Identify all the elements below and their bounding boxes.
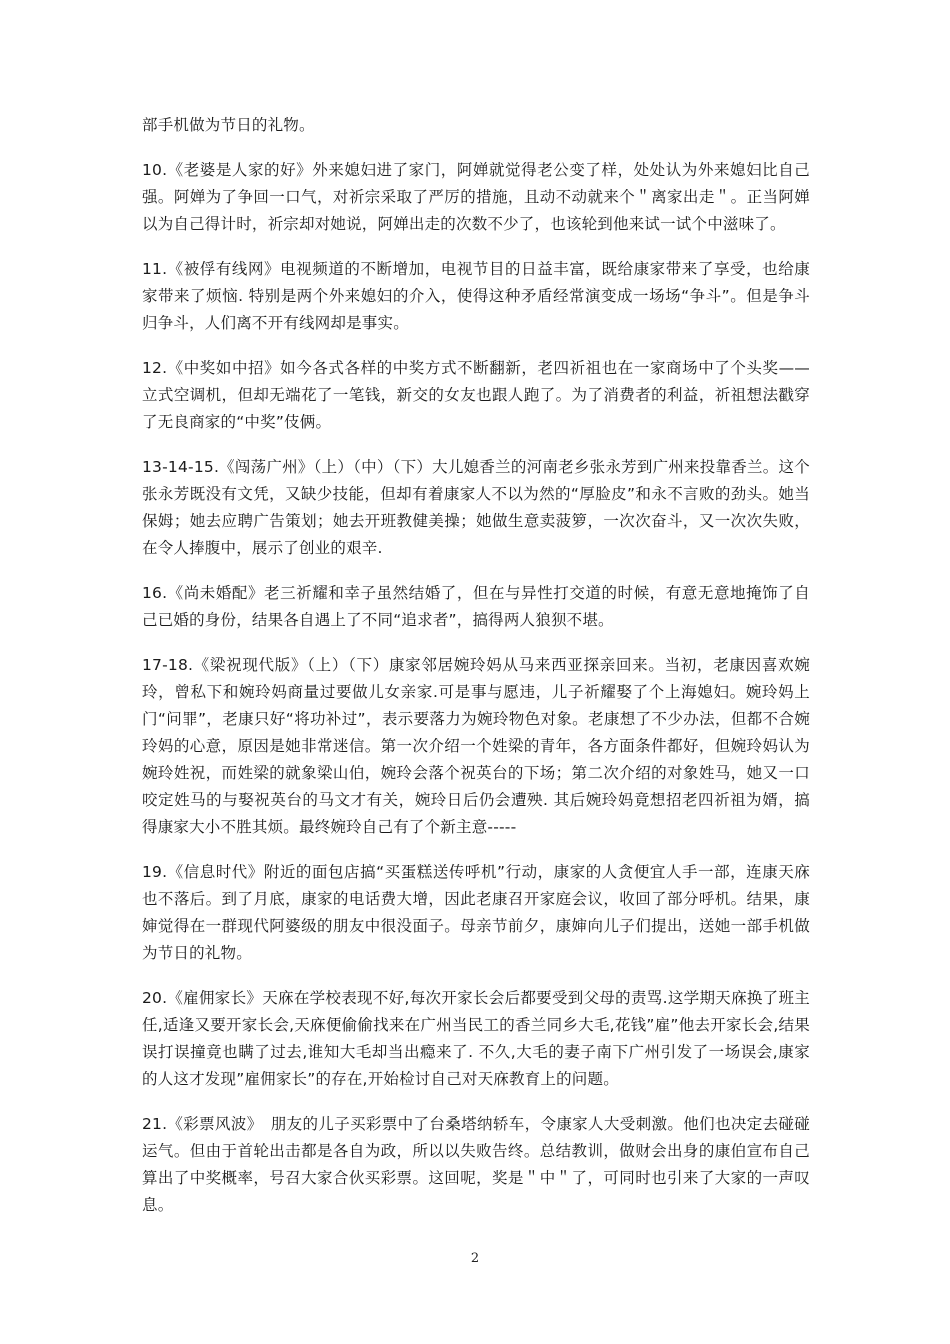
paragraph-2 <box>142 256 810 337</box>
paragraph-text: 《尚未婚配》老三祈耀和幸子虽然结婚了，但在与异性打交道的时候，有意无意地掩饰了自己已婚的身份，结果各自遇上了不同“追求者”，搞得两人狼狈不堪。 <box>142 584 810 629</box>
paragraph-number: 20. <box>142 989 168 1007</box>
paragraph-text: 《中奖如中招》如今各式各样的中奖方式不断翻新，老四祈祖也在一家商场中了个头奖——立式空调机，但却无端花了一笔钱，新交的女友也跟人跑了。为了消费者的利益，祈祖想法戳穿了无良商家的“中奖”伎俩。 <box>142 359 810 431</box>
paragraph-text: 《雇佣家长》天庥在学校表现不好,每次开家长会后都要受到父母的责骂.这学期天庥换了班主任,适逢又要开家长会,天庥便偷偷找来在广州当民工的香兰同乡大毛,花钱”雇”他去开家长会,结果误打误撞竟也瞒了过去,谁知大毛却当出瘾来了. 不久,大毛的妻子南下广州引发了一场误会,康家的人这才发现”雇佣家长”的存在,开始检讨自己对天庥教育上的问题。 <box>142 989 810 1088</box>
paragraph-text: 《彩票风波》 朋友的儿子买彩票中了台桑塔纳轿车，令康家人大受刺激。他们也决定去碰碰运气。但由于首轮出击都是各自为政，所以以失败告终。总结教训，做财会出身的康伯宣布自己算出了中奖概率，号召大家合伙买彩票。这回呢，奖是＂中＂了，可同时也引来了大家的一声叹息。 <box>142 1115 810 1214</box>
paragraph-text: 《被俘有线网》电视频道的不断增加，电视节目的日益丰富，既给康家带来了享受，也给康家带来了烦恼. 特别是两个外来媳妇的介入，使得这种矛盾经常演变成一场场“争斗”。但是争斗归争斗，人们离不开有线网却是事实。 <box>142 260 810 332</box>
paragraph-6 <box>142 652 810 841</box>
paragraph-text: 《老婆是人家的好》外来媳妇进了家门，阿婵就觉得老公变了样，处处认为外来媳妇比自己强。阿婵为了争回一口气，对祈宗采取了严厉的措施，且动不动就来个＂离家出走＂。正当阿婵以为自己得计时，祈宗却对她说，阿婵出走的次数不少了，也该轮到他来试一试个中滋味了。 <box>142 161 810 233</box>
paragraph-number: 10. <box>142 161 168 179</box>
paragraph-3 <box>142 355 810 436</box>
paragraph-number: 19. <box>142 863 168 881</box>
paragraph-8 <box>142 985 810 1093</box>
paragraph-number: 12. <box>142 359 168 377</box>
paragraph-9 <box>142 1111 810 1219</box>
paragraph-4 <box>142 454 810 562</box>
paragraph-7 <box>142 859 810 967</box>
paragraph-1 <box>142 157 810 238</box>
page-number: 2 <box>470 1251 480 1266</box>
paragraph-number: 16. <box>142 584 168 602</box>
paragraph-number: 21. <box>142 1115 168 1133</box>
paragraph-text: 《闯荡广州》（上）（中）（下）大儿媳香兰的河南老乡张永芳到广州来投靠香兰。这个张永芳既没有文凭，又缺少技能，但却有着康家人不以为然的“厚脸皮”和永不言败的劲头。她当保姆；她去应聘广告策划；她去开班教健美操；她做生意卖菠箩，一次次奋斗，又一次次失败，在令人捧腹中，展示了创业的艰辛. <box>142 458 810 557</box>
paragraph-number: 13-14-15. <box>142 458 220 476</box>
paragraph-text: 部手机做为节日的礼物。 <box>142 116 315 134</box>
paragraph-text: 《梁祝现代版》（上）（下）康家邻居婉玲妈从马来西亚探亲回来。当初，老康因喜欢婉玲，曾私下和婉玲妈商量过要做儿女亲家.可是事与愿违，儿子祈耀娶了个上海媳妇。婉玲妈上门“问罪”，老康只好“将功补过”，表示要落力为婉玲物色对象。老康想了不少办法，但都不合婉玲妈的心意，原因是她非常迷信。第一次介绍一个姓梁的青年，各方面条件都好，但婉玲妈认为婉玲姓祝，而姓梁的就象梁山伯，婉玲会落个祝英台的下场；第二次介绍的对象姓马，她又一口咬定姓马的与娶祝英台的马文才有关，婉玲日后仍会遭殃. 其后婉玲妈竟想招老四祈祖为婿，搞得康家大小不胜其烦。最终婉玲自己有了个新主意----- <box>142 656 810 836</box>
paragraph-0 <box>142 112 810 139</box>
paragraph-5 <box>142 580 810 634</box>
document-body <box>142 112 810 1237</box>
paragraph-number: 11. <box>142 260 168 278</box>
paragraph-number: 17-18. <box>142 656 194 674</box>
paragraph-text: 《信息时代》附近的面包店搞“买蛋糕送传呼机”行动，康家的人贪便宜人手一部，连康天庥也不落后。到了月底，康家的电话费大增，因此老康召开家庭会议，收回了部分呼机。结果，康婶觉得在一群现代阿婆级的朋友中很没面子。母亲节前夕，康婶向儿子们提出，送她一部手机做为节日的礼物。 <box>142 863 810 962</box>
